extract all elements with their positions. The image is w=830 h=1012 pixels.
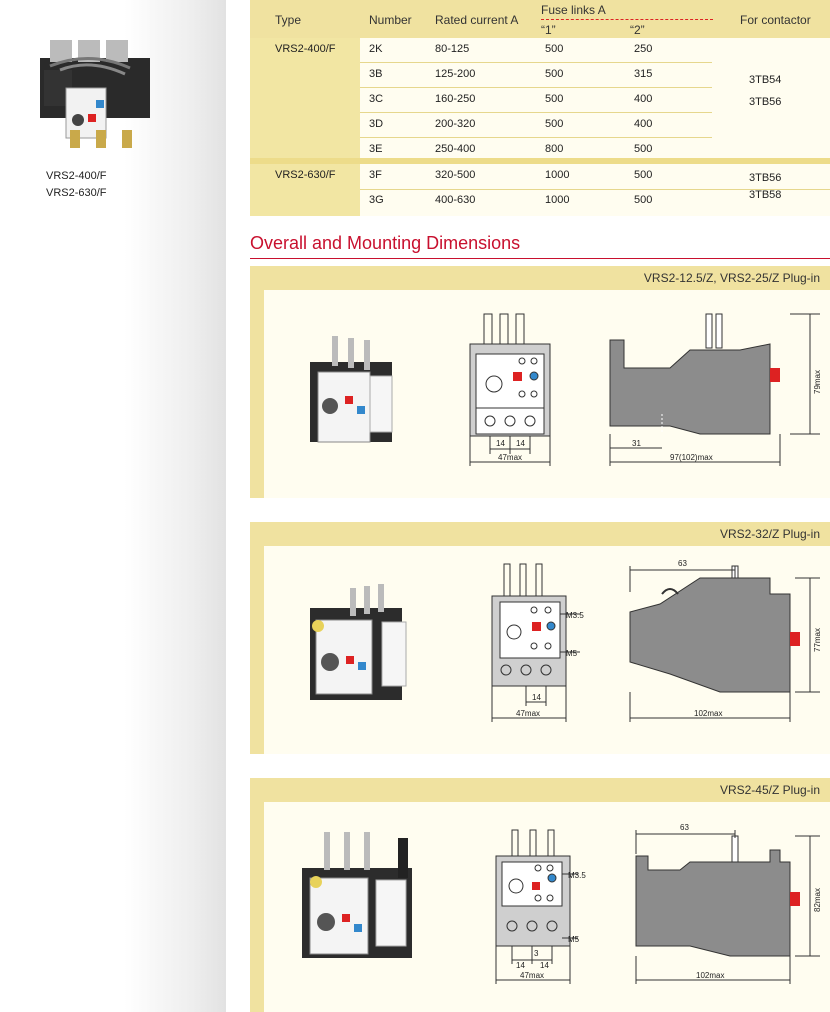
cell-number: 3E — [369, 143, 383, 155]
side-view — [636, 830, 820, 984]
cell-current: 160-250 — [435, 93, 476, 105]
cell-fuse1: 1000 — [545, 194, 570, 206]
cell-contactor: 3TB56 — [749, 172, 782, 184]
row-divider — [360, 112, 712, 113]
row-divider — [360, 137, 712, 138]
col-header-number: Number — [369, 13, 412, 27]
cell-current: 400-630 — [435, 194, 476, 206]
cell-current: 125-200 — [435, 68, 476, 80]
fuse-dash-line — [541, 19, 713, 20]
cell-fuse2: 400 — [634, 118, 653, 130]
dim-label: 102max — [694, 709, 723, 718]
side-view — [630, 566, 820, 722]
dim-label: 102max — [696, 971, 725, 980]
panel-title: VRS2-45/Z Plug-in — [719, 783, 820, 797]
dim-label: 14 — [540, 961, 549, 970]
cell-fuse2: 400 — [634, 93, 653, 105]
product-photo — [30, 30, 160, 155]
side-view — [610, 314, 820, 466]
dim-label: 31 — [632, 439, 641, 448]
cell-number: 3D — [369, 118, 384, 130]
cell-type: VRS2-400/F — [275, 43, 336, 55]
cell-fuse2: 500 — [634, 169, 653, 181]
dim-label: 47max — [498, 453, 523, 462]
panel-drawing — [250, 778, 830, 1012]
device-photo — [310, 584, 406, 700]
dim-label: 82max — [813, 887, 822, 912]
row-divider — [360, 87, 712, 88]
model-name: VRS2-400/F — [46, 170, 107, 182]
col-header-fuse1: “1” — [541, 23, 556, 37]
cell-fuse1: 1000 — [545, 169, 570, 181]
col-header-rated-current: Rated current A — [435, 13, 519, 27]
model-name: VRS2-630/F — [46, 187, 107, 199]
panel-drawing — [250, 522, 830, 754]
panel-title: VRS2-12.5/Z, VRS2-25/Z Plug-in — [643, 271, 820, 285]
cell-contactor: 3TB54 — [749, 74, 782, 86]
dim-label: M3.5 — [568, 871, 586, 880]
dim-label: 14 — [496, 439, 505, 448]
col-header-type: Type — [275, 13, 302, 27]
cell-fuse2: 500 — [634, 143, 653, 155]
cell-contactor: 3TB58 — [749, 189, 782, 201]
device-photo — [302, 832, 412, 958]
dim-label: M5 — [566, 649, 578, 658]
dimension-panel — [250, 266, 830, 498]
dim-label: M3.5 — [566, 611, 584, 620]
front-view — [496, 830, 578, 984]
cell-fuse1: 500 — [545, 43, 564, 55]
dim-label: 97(102)max — [670, 453, 713, 462]
cell-number: 3B — [369, 68, 383, 80]
dim-label: 47max — [516, 709, 541, 718]
col-header-fuse2: “2” — [630, 23, 645, 37]
dim-label: 63 — [680, 823, 689, 832]
cell-contactor: 3TB56 — [749, 96, 782, 108]
dim-label: 77max — [813, 627, 822, 652]
dim-label: 14 — [516, 439, 525, 448]
cell-current: 250-400 — [435, 143, 476, 155]
cell-fuse2: 315 — [634, 68, 653, 80]
col-header-contactor: For contactor — [740, 13, 811, 27]
dim-label: 63 — [678, 559, 687, 568]
cell-type: VRS2-630/F — [275, 169, 336, 181]
dimension-panel — [250, 778, 830, 1012]
dim-label: 14 — [516, 961, 525, 970]
model-list — [46, 168, 107, 202]
cell-current: 200-320 — [435, 118, 476, 130]
dim-label: 14 — [532, 693, 541, 702]
dim-label: M5 — [568, 935, 580, 944]
cell-fuse1: 500 — [545, 93, 564, 105]
dimension-panel — [250, 522, 830, 754]
dim-label: 47max — [520, 971, 545, 980]
group-separator — [250, 158, 830, 164]
cell-number: 3F — [369, 169, 382, 181]
dim-label: 79max — [813, 369, 822, 394]
cell-fuse1: 500 — [545, 68, 564, 80]
device-photo — [310, 336, 392, 442]
panel-drawing — [250, 266, 830, 498]
table-left-strip — [250, 38, 360, 216]
front-view — [470, 314, 550, 466]
cell-current: 320-500 — [435, 169, 476, 181]
cell-current: 80-125 — [435, 43, 470, 55]
row-divider — [360, 62, 712, 63]
cell-fuse2: 250 — [634, 43, 653, 55]
cell-number: 2K — [369, 43, 383, 55]
title-rule — [250, 258, 830, 259]
cell-number: 3G — [369, 194, 384, 206]
cell-fuse1: 800 — [545, 143, 564, 155]
dim-label: 3 — [534, 949, 539, 958]
cell-fuse2: 500 — [634, 194, 653, 206]
col-header-fuse-links: Fuse links A — [541, 3, 606, 17]
panel-title: VRS2-32/Z Plug-in — [719, 527, 820, 541]
cell-fuse1: 500 — [545, 118, 564, 130]
section-title: Overall and Mounting Dimensions — [250, 233, 521, 253]
cell-number: 3C — [369, 93, 384, 105]
